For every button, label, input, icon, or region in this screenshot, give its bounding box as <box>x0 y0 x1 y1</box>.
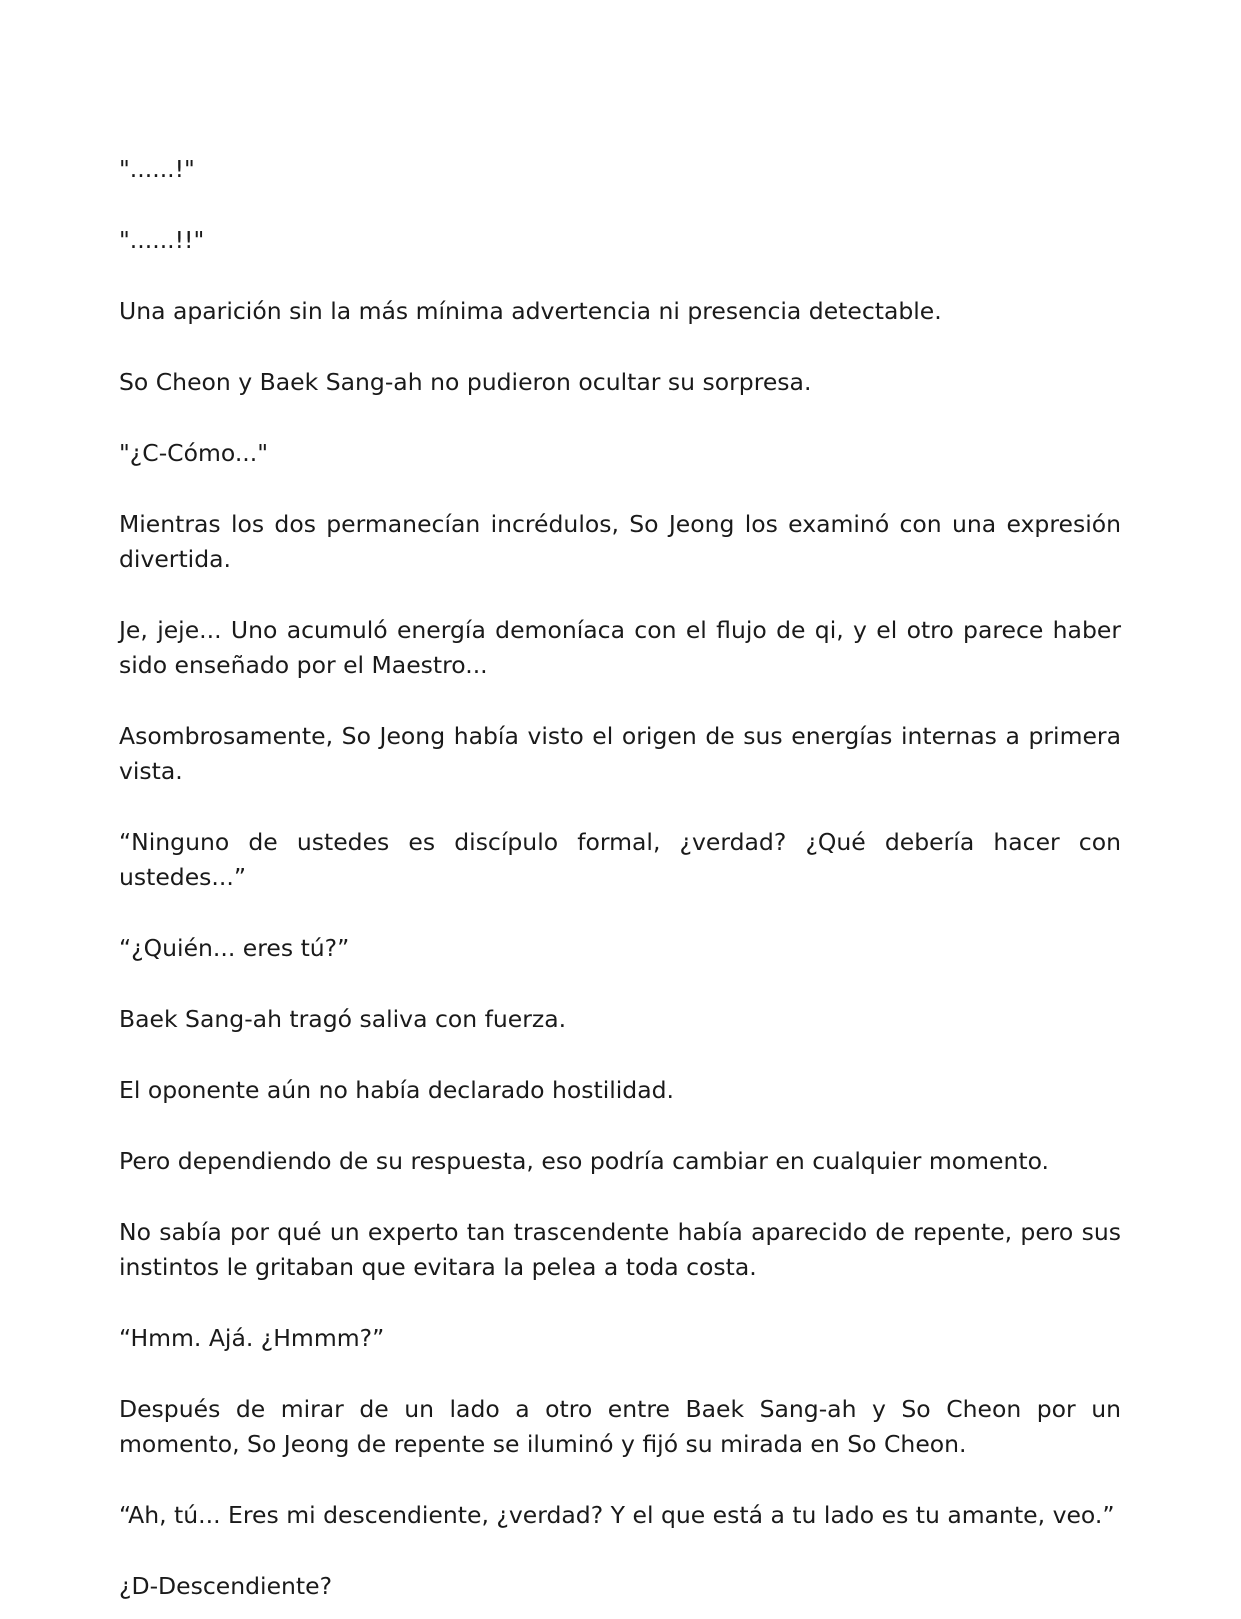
paragraph-5: "¿C-Cómo..." <box>119 439 269 467</box>
paragraph-14: No sabía por qué un experto tan trascendente había aparecido de repente, pero sus instintos le gritaban que evitara la pelea a toda costa. <box>119 1218 1121 1281</box>
paragraph-13: Pero dependiendo de su respuesta, eso podría cambiar en cualquier momento. <box>119 1147 1050 1175</box>
paragraph-1: "......!" <box>119 155 195 183</box>
document-body <box>119 152 1121 1619</box>
paragraph-17: “Ah, tú... Eres mi descendiente, ¿verdad? Y el que está a tu lado es tu amante, veo.” <box>119 1501 1115 1529</box>
paragraph-16: Después de mirar de un lado a otro entre Baek Sang-ah y So Cheon por un momento, So Jeong de repente se iluminó y fijó su mirada en So Cheon. <box>119 1395 1121 1458</box>
paragraph-3: Una aparición sin la más mínima advertencia ni presencia detectable. <box>119 297 942 325</box>
paragraph-11: Baek Sang-ah tragó saliva con fuerza. <box>119 1005 567 1033</box>
paragraph-2: "......!!" <box>119 226 205 254</box>
paragraph-8: Asombrosamente, So Jeong había visto el origen de sus energías internas a primera vista. <box>119 722 1121 785</box>
paragraph-7: Je, jeje... Uno acumuló energía demoníaca con el flujo de qi, y el otro parece haber sido enseñado por el Maestro... <box>119 616 1121 679</box>
paragraph-10: “¿Quién... eres tú?” <box>119 934 350 962</box>
paragraph-15: “Hmm. Ajá. ¿Hmmm?” <box>119 1324 385 1352</box>
paragraph-18: ¿D-Descendiente? <box>119 1572 333 1600</box>
paragraph-12: El oponente aún no había declarado hostilidad. <box>119 1076 674 1104</box>
paragraph-9: “Ninguno de ustedes es discípulo formal, ¿verdad? ¿Qué debería hacer con ustedes...” <box>119 828 1121 891</box>
paragraph-6: Mientras los dos permanecían incrédulos, So Jeong los examinó con una expresión divertida. <box>119 510 1121 573</box>
paragraph-4: So Cheon y Baek Sang-ah no pudieron ocultar su sorpresa. <box>119 368 812 396</box>
